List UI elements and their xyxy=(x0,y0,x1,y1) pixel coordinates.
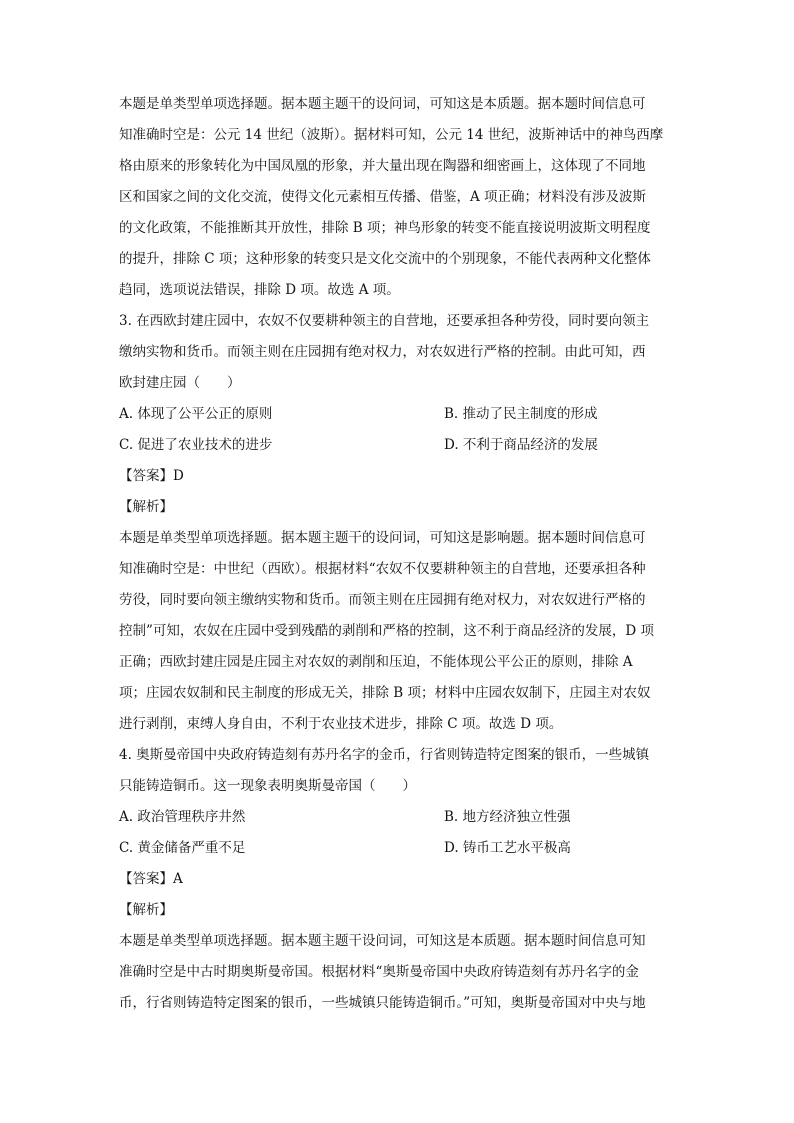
question-line: 3. 在西欧封建庄园中，农奴不仅要耕种领主的自营地，还要承担各种劳役，同时要向领主 xyxy=(119,313,650,329)
text-line: 本题是单类型单项选择题。据本题主题干的设问词，可知这是本质题。据本题时间信息可 xyxy=(119,96,646,112)
option-d: D. 铸币工艺水平极高 xyxy=(444,840,571,856)
question-line: 只能铸造铜币。这一现象表明奥斯曼帝国（ ） xyxy=(119,778,416,794)
text-line: 项；庄园农奴制和民主制度的形成无关，排除 B 项；材料中庄园农奴制下，庄园主对农奴 xyxy=(119,685,651,701)
text-line: 的文化政策，不能推断其开放性，排除 B 项；神鸟形象的转变不能直接说明波斯文明程度 xyxy=(119,220,651,236)
text-line: 币，行省则铸造特定图案的银币，一些城镇只能铸造铜币。”可知，奥斯曼帝国对中央与地 xyxy=(119,995,646,1011)
question-line: 4. 奥斯曼帝国中央政府铸造刻有苏丹名字的金币，行省则铸造特定图案的银币，一些城镇 xyxy=(119,747,650,763)
answer-label: 【答案】A xyxy=(119,871,183,887)
text-line: 本题是单类型单项选择题。据本题主题干设问词，可知这是本质题。据本题时间信息可知 xyxy=(119,933,646,949)
option-c: C. 促进了农业技术的进步 xyxy=(119,437,273,453)
analysis-label: 【解析】 xyxy=(119,902,173,918)
question-line: 欧封建庄园（ ） xyxy=(119,375,241,391)
text-line: 劳役，同时要向领主缴纳实物和货币。而领主则在庄园拥有绝对权力，对农奴进行严格的 xyxy=(119,592,646,608)
text-line: 知准确时空是：公元 14 世纪（波斯）。据材料可知，公元 14 世纪，波斯神话中的神鸟西摩 xyxy=(119,127,664,143)
option-d: D. 不利于商品经济的发展 xyxy=(444,437,598,453)
option-b: B. 推动了民主制度的形成 xyxy=(444,406,598,422)
text-line: 进行剥削，束缚人身自由，不利于农业技术进步，排除 C 项。故选 D 项。 xyxy=(119,716,563,732)
text-line: 趋同，选项说法错误，排除 D 项。故选 A 项。 xyxy=(119,282,400,298)
option-b: B. 地方经济独立性强 xyxy=(444,809,571,825)
option-a: A. 政治管理秩序井然 xyxy=(119,809,246,825)
option-a: A. 体现了公平公正的原则 xyxy=(119,406,273,422)
text-line: 格由原来的形象转化为中国凤凰的形象，并大量出现在陶器和细密画上，这体现了不同地 xyxy=(119,158,646,174)
question-line: 缴纳实物和货币。而领主则在庄园拥有绝对权力，对农奴进行严格的控制。由此可知，西 xyxy=(119,344,646,360)
text-line: 本题是单类型单项选择题。据本题主题干的设问词，可知这是影响题。据本题时间信息可 xyxy=(119,530,646,546)
text-line: 的提升，排除 C 项；这种形象的转变只是文化交流中的个别现象，不能代表两种文化整体 xyxy=(119,251,651,267)
text-line: 准确时空是中古时期奥斯曼帝国。根据材料“奥斯曼帝国中央政府铸造刻有苏丹名字的金 xyxy=(119,964,639,980)
text-line: 控制”可知，农奴在庄园中受到残酷的剥削和严格的控制，这不利于商品经济的发展，D 项 xyxy=(119,623,655,639)
text-line: 正确；西欧封建庄园是庄园主对农奴的剥削和压迫，不能体现公平公正的原则，排除 A xyxy=(119,654,633,670)
answer-label: 【答案】D xyxy=(119,468,184,484)
text-line: 区和国家之间的文化交流，使得文化元素相互传播、借鉴，A 项正确；材料没有涉及波斯 xyxy=(119,189,647,205)
text-line: 知准确时空是：中世纪（西欧）。根据材料“农奴不仅要耕种领主的自营地，还要承担各种 xyxy=(119,561,646,577)
analysis-label: 【解析】 xyxy=(119,499,173,515)
option-c: C. 黄金储备严重不足 xyxy=(119,840,246,856)
